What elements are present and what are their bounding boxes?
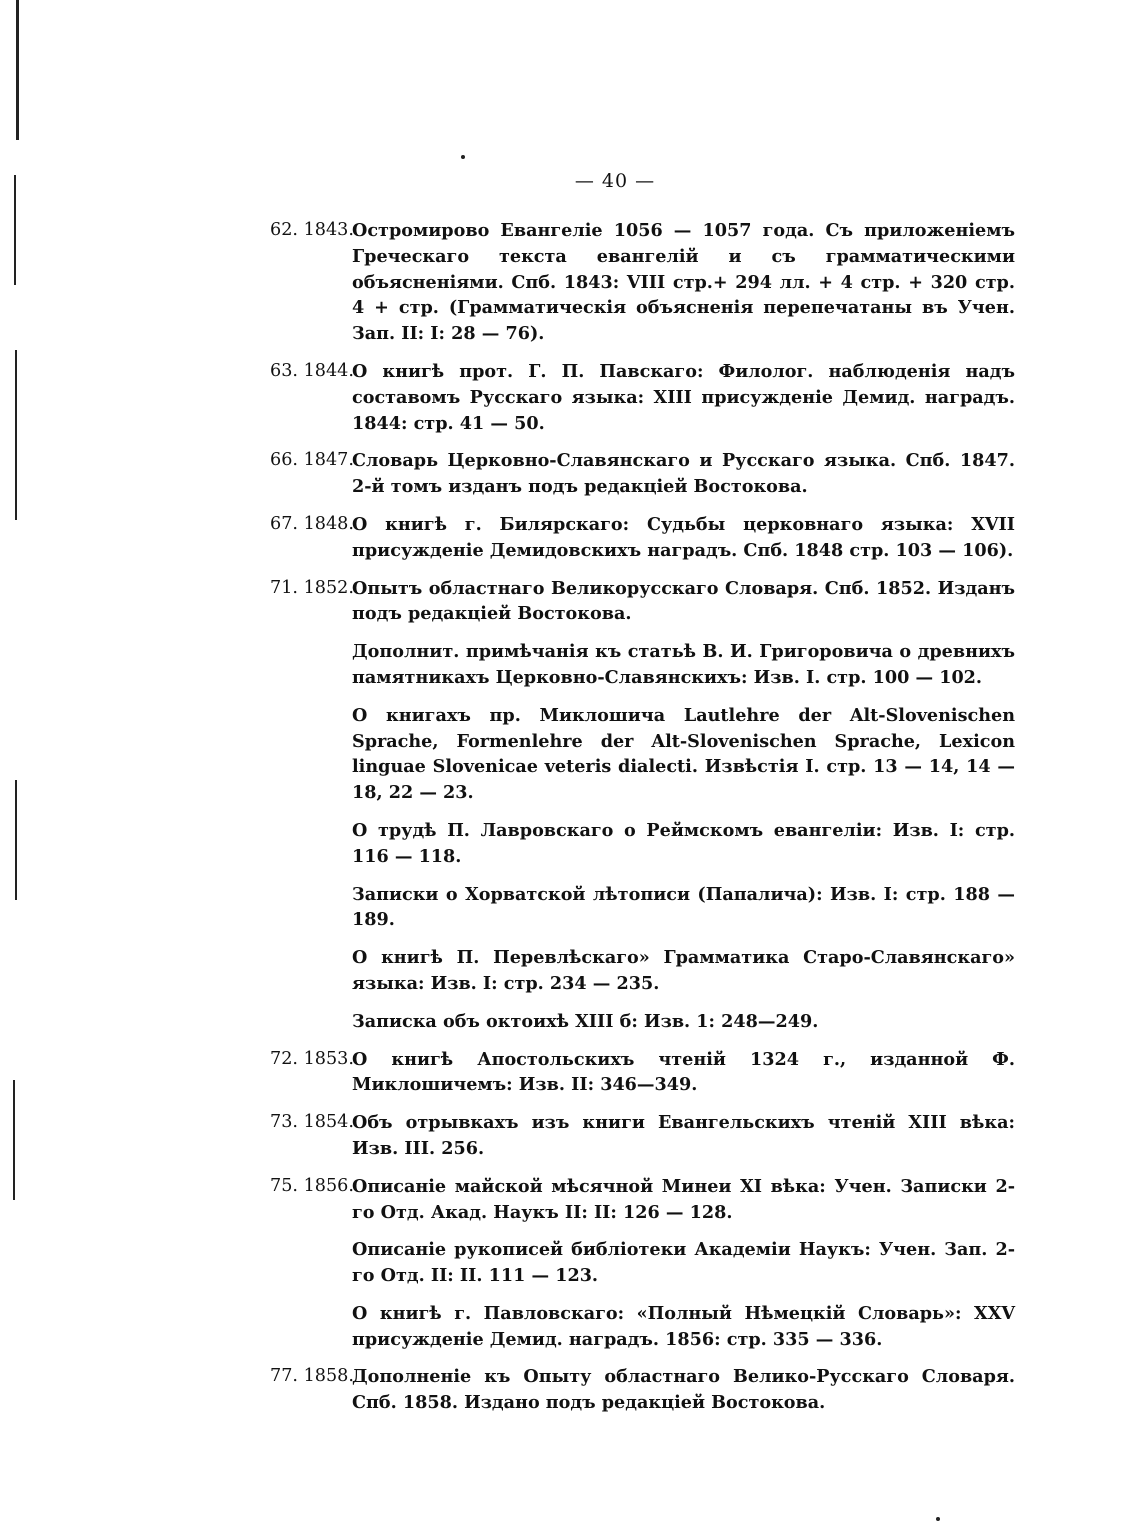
bibliography-entry <box>270 576 1015 628</box>
bibliography-entry <box>270 1110 1015 1162</box>
entry-text: Записка объ октоихѣ XIII б: Изв. 1: 248—249. <box>352 1010 819 1032</box>
entry-text: О книгѣ прот. Г. П. Павскаго: Филолог. наблюденія надъ составомъ Русскаго языка: XIII присужденіе Демид. наградъ. 1844: стр. 41 — 50. <box>352 360 1015 434</box>
entry-code: 66. 1847. <box>270 450 354 471</box>
bibliography-entry <box>270 448 1015 500</box>
entry-text: Опытъ областнаго Великорусскаго Словаря. Спб. 1852. Изданъ подъ редакціей Востокова. <box>352 577 1015 625</box>
entry-text: Дополнит. примѣчанія къ статьѣ В. И. Григоровича о древнихъ памятникахъ Церковно-Славянскихъ: Изв. I. стр. 100 — 102. <box>352 641 1015 688</box>
scan-speck <box>936 1517 940 1521</box>
entry-code: 63. 1844. <box>270 360 354 381</box>
bibliography-entry <box>270 1009 1015 1035</box>
bibliography-entry <box>270 1047 1015 1099</box>
bibliography-entry <box>270 1174 1015 1226</box>
entry-text: Словарь Церковно-Славянскаго и Русскаго языка. Спб. 1847. 2-й томъ изданъ подъ редакціей Востокова. <box>352 450 1015 498</box>
entry-text: О трудѣ П. Лавровскаго о Реймскомъ евангеліи: Изв. I: стр. 116 — 118. <box>352 819 1015 867</box>
bibliography-entry <box>270 218 1015 347</box>
bibliography-entry <box>270 1364 1015 1416</box>
entry-code: 71. 1852. <box>270 577 354 598</box>
scan-edge-mark <box>4 0 26 1540</box>
entry-code: 62. 1843. <box>270 220 354 240</box>
entry-text: Объ отрывкахъ изъ книги Евангельскихъ чтеній XIII вѣка: Изв. III. 256. <box>352 1112 1015 1159</box>
entry-code: 73. 1854. <box>270 1112 354 1133</box>
entry-code: 75. 1856. <box>270 1175 354 1196</box>
entry-text: О книгѣ г. Павловскаго: «Полный Нѣмецкій Словарь»: XXV присужденіе Демид. наградъ. 1856: стр. 335 — 336. <box>352 1302 1015 1350</box>
entry-code: 77. 1858. <box>270 1366 354 1387</box>
entry-text: О книгѣ П. Перевлѣскаго» Грамматика Старо-Славянскаго» языка: Изв. I: стр. 234 — 235. <box>352 947 1015 994</box>
bibliography-entry <box>270 882 1015 934</box>
entry-text: Описаніе рукописей библіотеки Академіи Наукъ: Учен. Зап. 2-го Отд. II: II. 111 — 123. <box>352 1239 1015 1287</box>
entry-text: Остромирово Евангеліе 1056 — 1057 года. Съ приложеніемъ Греческаго текста евангелій и съ грамматическими объясненіями. Спб. 1843: VIII стр.+ 294 лл. + 4 стр. + 320 стр. 4 + стр. (Грамматическія объясненія перепечатаны въ Учен. Зап. II: I: 28 — 76). <box>352 220 1015 345</box>
entry-code: 67. 1848. <box>270 513 354 534</box>
entry-code: 72. 1853. <box>270 1048 354 1069</box>
bibliography-entry <box>270 639 1015 691</box>
bibliography-entry <box>270 945 1015 997</box>
bibliography-entry <box>270 1301 1015 1353</box>
scan-speck <box>461 155 465 159</box>
entry-text: О книгѣ г. Билярскаго: Судьбы церковнаго языка: XVII присужденіе Демидовскихъ наградъ. Спб. 1848 стр. 103 — 106). <box>352 513 1015 561</box>
bibliography-entry <box>270 512 1015 564</box>
entry-text: О книгахъ пр. Миклошича Lautlehre der Alt-Slovenischen Sprache, Formenlehre der Alt-Slovenischen Sprache, Lexicon linguae Slovenicae veteris dialecti. Извѣстія I. стр. 13 — 14, 14 — 18, 22 — 23. <box>352 704 1015 804</box>
bibliography-entry <box>270 818 1015 870</box>
entry-text: Описаніе майской мѣсячной Минеи XI вѣка: Учен. Записки 2-го Отд. Акад. Наукъ II: II: 126 — 128. <box>352 1175 1015 1223</box>
entry-text: Записки о Хорватской лѣтописи (Папалича): Изв. I: стр. 188 — 189. <box>352 883 1015 931</box>
bibliography-entry <box>270 703 1015 806</box>
bibliography-list <box>270 218 1015 1428</box>
entry-text: О книгѣ Апостольскихъ чтеній 1324 г., изданной Ф. Миклошичемъ: Изв. II: 346—349. <box>352 1048 1015 1096</box>
bibliography-entry <box>270 1237 1015 1289</box>
bibliography-entry <box>270 359 1015 436</box>
entry-text: Дополненіе къ Опыту областнаго Велико-Русскаго Словаря. Спб. 1858. Издано подъ редакціей Востокова. <box>352 1366 1015 1414</box>
page-number: — 40 — <box>574 170 656 192</box>
